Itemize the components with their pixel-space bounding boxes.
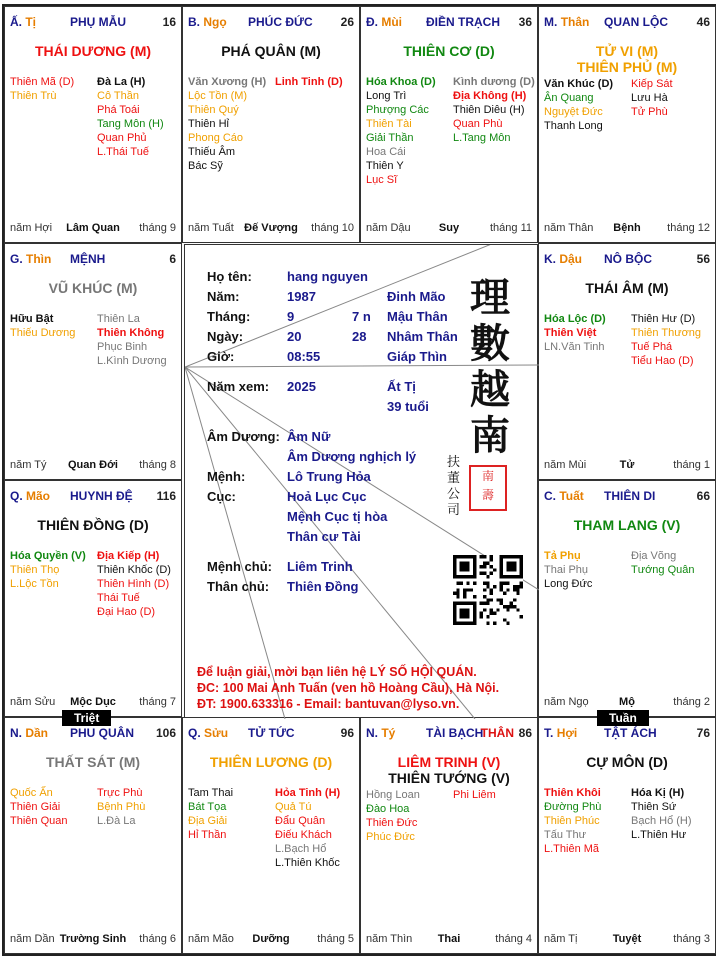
minor-star: Hóa Lộc (D): [544, 313, 606, 325]
minor-star: Quan Phù: [453, 118, 503, 130]
minor-star: Lưu Hà: [631, 92, 668, 104]
palace-header: [188, 726, 354, 740]
triet-tag: Triệt: [62, 710, 111, 726]
calligraphy-char: 越: [470, 366, 510, 413]
minor-star: Hóa Kị (H): [631, 787, 685, 799]
minor-star: Tử Phù: [631, 106, 668, 118]
palace-position: Q. Sửu: [188, 726, 229, 740]
minor-star: Bác Sỹ: [188, 160, 223, 172]
minor-star: L.Đà La: [97, 815, 136, 827]
palace-name: TỬ TỨC: [248, 726, 295, 740]
footer-stage: Suy: [438, 222, 460, 234]
palace-footer: [10, 222, 176, 236]
palace-name: TẬT ÁCH: [604, 726, 657, 740]
center-info-panel: [184, 244, 538, 718]
calligraphy-char: 數: [470, 320, 510, 367]
minor-star: Địa Võng: [631, 550, 677, 562]
palace-header: [544, 15, 710, 29]
age-value: 39 tuổi: [387, 399, 429, 414]
calligraphy-logo: [455, 275, 525, 459]
minor-star: Thiên Y: [366, 160, 404, 172]
palace-position: N. Dần: [10, 726, 49, 740]
minor-star: Thiên Sứ: [631, 801, 677, 813]
minor-star: Bát Tọa: [188, 801, 227, 813]
cuc-value-3: Thân cư Tài: [287, 529, 361, 544]
footer-year: năm Mùi: [544, 459, 587, 471]
palace-footer: [544, 222, 710, 236]
name-value: hang nguyen: [287, 269, 368, 284]
minor-star: Kình dương (D): [453, 76, 535, 88]
amduong-value-2: Âm Dương nghịch lý: [287, 449, 417, 464]
minor-star: Hoa Cái: [366, 146, 406, 158]
palace-cell[interactable]: [4, 243, 182, 480]
palace-header: [10, 252, 176, 266]
minor-star: Thiên Đức: [366, 817, 418, 829]
footer-stage: Tử: [619, 459, 635, 471]
footer-stage: Bệnh: [613, 222, 641, 234]
minor-star: Phục Binh: [97, 341, 148, 353]
minor-star: Điếu Khách: [275, 829, 332, 841]
calligraphy-subtext: [447, 455, 460, 519]
palace-footer: [544, 696, 710, 710]
hour-value: 08:55: [287, 349, 321, 364]
minor-star: L.Thiên Hư: [631, 829, 687, 841]
contact-line-1: Để luận giải, mời bạn liên hệ LÝ SỐ HỘI QUÁN.: [197, 665, 477, 679]
minor-star: L.Thiên Mã: [544, 843, 600, 855]
thanchu-label: Thân chủ:: [207, 579, 270, 594]
minor-star: Thiên Thọ: [10, 564, 60, 576]
minor-star: Thiên Quý: [188, 104, 239, 116]
palace-position: Q. Mão: [10, 489, 51, 503]
palace-cell[interactable]: [538, 480, 716, 717]
main-star: THAM LANG (V): [573, 517, 681, 533]
footer-year: năm Mão: [188, 933, 234, 945]
minor-star: Lục Sĩ: [366, 174, 398, 186]
minor-star: Thiên Diêu (H): [453, 104, 525, 116]
minor-star: Đại Hao (D): [97, 606, 156, 618]
minor-star: Thiên La: [97, 313, 140, 325]
palace-name: MỆNH: [70, 252, 106, 266]
minor-star: Đường Phù: [544, 801, 602, 813]
cuc-label: Cục:: [207, 489, 236, 504]
minor-star: Kiếp Sát: [631, 78, 673, 90]
palace-footer: [366, 222, 532, 236]
minor-star: Long Đức: [544, 578, 593, 590]
main-star: THIÊN CƠ (D): [403, 43, 495, 59]
palace-cell[interactable]: [538, 243, 716, 480]
palace-age-number: 86: [518, 726, 532, 740]
minor-star: Quả Tú: [275, 801, 312, 813]
palace-age-number: 116: [156, 489, 176, 503]
month-extra: 7 n: [352, 309, 371, 324]
month-can: Mậu Thân: [387, 309, 448, 324]
footer-stage: Đế Vượng: [244, 222, 298, 234]
hour-label: Giờ:: [207, 349, 235, 364]
minor-star: Cô Thần: [97, 90, 139, 102]
minor-star: Thiên Quan: [10, 815, 68, 827]
palace-cell[interactable]: [538, 717, 716, 954]
subtext-char: 公: [447, 487, 461, 502]
palace-footer: [366, 933, 532, 947]
menh-value: Lô Trung Hỏa: [287, 469, 371, 484]
palace-position: N. Tý: [366, 726, 396, 740]
minor-star: Đẩu Quân: [275, 815, 326, 827]
palace-header: [544, 252, 710, 266]
menhchu-value: Liêm Trinh: [287, 559, 353, 574]
palace-header: [544, 489, 710, 503]
minor-star: Phong Cáo: [188, 132, 244, 144]
palace-header: [544, 726, 710, 740]
palace-age-number: 46: [696, 15, 710, 29]
minor-star: Thiên Hư (D): [631, 313, 696, 325]
palace-cell[interactable]: [360, 717, 538, 954]
day-extra: 28: [352, 329, 367, 344]
minor-star: Linh Tinh (D): [275, 76, 343, 88]
minor-star: Thiên Thương: [631, 327, 702, 339]
minor-star: Quan Phủ: [97, 132, 147, 144]
year-label: Năm:: [207, 289, 240, 304]
cuc-value-2: Mệnh Cục tị hòa: [287, 509, 388, 524]
minor-star: Hồng Loan: [366, 789, 420, 801]
cuc-value: Hoả Lục Cục: [287, 489, 367, 504]
minor-star: Tấu Thư: [544, 829, 587, 841]
minor-star: Thiên Tài: [366, 118, 412, 130]
footer-month: tháng 2: [673, 696, 710, 708]
palace-name: ĐIỀN TRẠCH: [426, 15, 500, 29]
palace-footer: [10, 459, 176, 473]
subtext-char: 扶: [447, 455, 461, 470]
month-value: 9: [287, 309, 295, 324]
footer-month: tháng 5: [317, 933, 354, 945]
minor-star: Tam Thai: [188, 787, 234, 799]
calligraphy-char: 南: [470, 412, 510, 459]
day-value: 20: [287, 329, 302, 344]
day-can: Nhâm Thân: [387, 329, 458, 344]
footer-month: tháng 10: [311, 222, 354, 234]
palace-name: PHU QUÂN: [70, 726, 135, 740]
than-marker: THÂN: [480, 726, 514, 740]
minor-star: Đà La (H): [97, 76, 146, 88]
footer-month: tháng 3: [673, 933, 710, 945]
minor-star: Thiên Không: [97, 327, 165, 339]
minor-star: Thiên Phúc: [544, 815, 600, 827]
main-star: THIÊN ĐỒNG (D): [37, 517, 149, 533]
minor-star: Đào Hoa: [366, 803, 410, 815]
red-seal-stamp: 南 壽: [469, 465, 507, 511]
palace-position: C. Tuất: [544, 489, 584, 503]
year-can: Đinh Mão: [387, 289, 446, 304]
palace-name: PHÚC ĐỨC: [248, 15, 313, 29]
main-star: PHÁ QUÂN (M): [221, 43, 321, 59]
main-star: CỰ MÔN (D): [586, 754, 668, 770]
footer-stage: Dưỡng: [252, 933, 290, 945]
palace-header: [10, 726, 176, 740]
main-star: THIÊN PHỦ (M): [576, 59, 678, 75]
main-star: THIÊN TƯỚNG (V): [388, 770, 510, 786]
main-star: TỬ VI (M): [595, 43, 659, 59]
footer-stage: Trường Sinh: [59, 933, 127, 945]
minor-star: L.Thiên Khốc: [275, 857, 340, 869]
footer-stage: Thai: [437, 933, 461, 945]
tuan-tag: Tuần: [597, 710, 649, 726]
main-star: THÁI DƯƠNG (M): [34, 43, 152, 59]
view-year-label: Năm xem:: [207, 379, 270, 394]
minor-star: L.Kình Dương: [97, 355, 167, 367]
minor-star: Thanh Long: [544, 120, 603, 132]
tuvi-chart-board: [2, 4, 716, 956]
minor-star: Thiên Việt: [544, 327, 597, 339]
minor-star: Thiên Hình (D): [97, 578, 170, 590]
minor-star: Lộc Tồn (M): [188, 90, 248, 102]
palace-cell[interactable]: [182, 717, 360, 954]
minor-star: Văn Khúc (D): [544, 78, 614, 90]
palace-position: M. Thân: [544, 15, 590, 29]
day-label: Ngày:: [207, 329, 244, 344]
footer-stage: Mộc Dục: [70, 696, 116, 708]
footer-stage: Lâm Quan: [66, 222, 120, 234]
minor-star: Hóa Khoa (D): [366, 76, 436, 88]
palace-position: T. Hợi: [544, 726, 578, 740]
footer-year: năm Tuất: [188, 222, 234, 234]
minor-star: Hỏa Tinh (H): [275, 787, 341, 799]
palace-header: [366, 726, 532, 740]
minor-star: Phúc Đức: [366, 831, 415, 843]
palace-header: [366, 15, 532, 29]
minor-star: Thiên Giải: [10, 801, 61, 813]
qr-code[interactable]: [453, 555, 523, 625]
main-star: THÁI ÂM (M): [585, 280, 669, 296]
footer-stage: Quan Đới: [68, 459, 118, 471]
minor-star: Thiên Khốc (D): [97, 564, 171, 576]
minor-star: Hỉ Thần: [188, 829, 227, 841]
main-star: THẤT SÁT (M): [45, 754, 141, 770]
minor-star: Phá Toái: [97, 104, 140, 116]
palace-age-number: 76: [696, 726, 710, 740]
minor-star: LN.Văn Tinh: [544, 341, 605, 353]
minor-star: Thiếu Dương: [10, 327, 76, 339]
footer-year: năm Thìn: [366, 933, 413, 945]
contact-line-2: ĐC: 100 Mai Anh Tuấn (ven hồ Hoàng Cầu), Hà Nội.: [197, 681, 500, 695]
minor-star: Thiên Mã (D): [10, 76, 75, 88]
menhchu-label: Mệnh chủ:: [207, 559, 272, 574]
palace-name: PHỤ MẪU: [70, 15, 126, 29]
minor-star: Địa Giải: [188, 815, 228, 827]
palace-position: G. Thìn: [10, 252, 52, 266]
palace-age-number: 16: [162, 15, 176, 29]
palace-footer: [544, 459, 710, 473]
minor-star: Phi Liêm: [453, 789, 496, 801]
palace-position: Ấ. Tị: [10, 15, 37, 29]
palace-cell[interactable]: [4, 6, 182, 243]
main-star: LIÊM TRINH (V): [397, 754, 501, 770]
minor-star: Long Trì: [366, 90, 407, 102]
minor-star: Phượng Các: [366, 104, 429, 116]
palace-footer: [10, 933, 176, 947]
minor-star: Văn Xương (H): [188, 76, 267, 88]
calligraphy-char: 理: [470, 274, 510, 321]
footer-stage: Tuyệt: [612, 933, 642, 945]
palace-header: [188, 15, 354, 29]
footer-year: năm Sửu: [10, 696, 56, 708]
palace-cell[interactable]: [182, 6, 360, 243]
minor-star: Thái Tuế: [97, 592, 140, 604]
minor-star: Bệnh Phù: [97, 801, 146, 813]
minor-star: Thiên Hỉ: [188, 118, 229, 130]
amduong-label: Âm Dương:: [207, 429, 280, 444]
footer-month: tháng 1: [673, 459, 710, 471]
palace-age-number: 66: [696, 489, 710, 503]
palace-cell[interactable]: [4, 480, 182, 717]
main-star: THIÊN LƯƠNG (D): [209, 754, 333, 770]
palace-footer: [188, 222, 354, 236]
footer-month: tháng 6: [139, 933, 176, 945]
minor-star: Tiểu Hao (D): [631, 355, 694, 367]
footer-month: tháng 7: [139, 696, 176, 708]
palace-age-number: 26: [340, 15, 354, 29]
minor-star: Tả Phụ: [544, 550, 581, 562]
palace-age-number: 6: [169, 252, 176, 266]
subtext-char: 司: [447, 503, 461, 518]
palace-cell[interactable]: [360, 6, 538, 243]
palace-name: THIÊN DI: [604, 489, 656, 503]
minor-star: Địa Không (H): [453, 90, 527, 102]
view-year-can: Ất Tị: [387, 379, 416, 394]
footer-stage: Mộ: [619, 696, 635, 708]
minor-star: Quốc Ấn: [10, 787, 53, 799]
footer-month: tháng 8: [139, 459, 176, 471]
footer-month: tháng 11: [489, 222, 532, 234]
minor-star: Bạch Hổ (H): [631, 815, 692, 827]
minor-star: Tuế Phá: [631, 341, 673, 353]
thanchu-value: Thiên Đồng: [287, 579, 359, 594]
minor-star: Nguyệt Đức: [544, 106, 603, 118]
minor-star: Tướng Quân: [631, 564, 695, 576]
minor-star: Hữu Bật: [10, 313, 54, 325]
minor-star: L.Thái Tuế: [97, 146, 149, 158]
footer-month: tháng 12: [667, 222, 710, 234]
footer-year: năm Dậu: [366, 222, 411, 234]
palace-name: HUYNH ĐỆ: [70, 489, 133, 503]
palace-footer: [544, 933, 710, 947]
footer-year: năm Thân: [544, 222, 594, 234]
palace-cell[interactable]: [4, 717, 182, 954]
minor-star: Thiếu Âm: [188, 146, 236, 158]
palace-name: NÔ BỘC: [604, 252, 652, 266]
palace-position: K. Dậu: [544, 252, 583, 266]
footer-year: năm Ngọ: [544, 696, 589, 708]
minor-star: Thiên Khôi: [544, 787, 601, 799]
footer-month: tháng 4: [495, 933, 532, 945]
minor-star: L.Lộc Tồn: [10, 578, 59, 590]
footer-year: năm Tị: [544, 933, 578, 945]
name-label: Họ tên:: [207, 269, 252, 284]
minor-star: L.Tang Môn: [453, 132, 511, 144]
month-label: Tháng:: [207, 309, 251, 324]
minor-star: Ân Quang: [544, 92, 594, 104]
year-value: 1987: [287, 289, 316, 304]
footer-year: năm Hợi: [10, 222, 53, 234]
palace-cell[interactable]: [538, 6, 716, 243]
palace-age-number: 36: [518, 15, 532, 29]
footer-year: năm Tý: [10, 459, 47, 471]
footer-month: tháng 9: [139, 222, 176, 234]
view-year-value: 2025: [287, 379, 316, 394]
menh-label: Mệnh:: [207, 469, 246, 484]
minor-star: Trực Phù: [97, 787, 143, 799]
minor-star: L.Bạch Hổ: [275, 843, 327, 855]
minor-star: Địa Kiếp (H): [97, 550, 160, 562]
amduong-value: Âm Nữ: [287, 429, 331, 444]
minor-star: Hóa Quyền (V): [10, 550, 86, 562]
palace-footer: [188, 933, 354, 947]
palace-name: TÀI BẠCH: [426, 726, 484, 740]
minor-star: Thai Phụ: [544, 564, 589, 576]
palace-age-number: 96: [340, 726, 354, 740]
contact-line-3: ĐT: 1900.633316 - Email: bantuvan@lyso.vn.: [197, 697, 460, 711]
palace-header: [10, 489, 176, 503]
minor-star: Tang Môn (H): [97, 118, 164, 130]
minor-star: Thiên Trù: [10, 90, 57, 102]
footer-year: năm Dần: [10, 933, 55, 945]
main-star: VŨ KHÚC (M): [48, 280, 138, 296]
palace-footer: [10, 696, 176, 710]
palace-age-number: 56: [696, 252, 710, 266]
palace-header: [10, 15, 176, 29]
hour-can: Giáp Thìn: [387, 349, 447, 364]
palace-position: B. Ngọ: [188, 15, 227, 29]
subtext-char: 董: [447, 471, 461, 486]
minor-star: Giải Thần: [366, 132, 414, 144]
palace-age-number: 106: [155, 726, 176, 740]
palace-name: QUAN LỘC: [604, 15, 668, 29]
palace-position: Đ. Mùi: [366, 15, 403, 29]
